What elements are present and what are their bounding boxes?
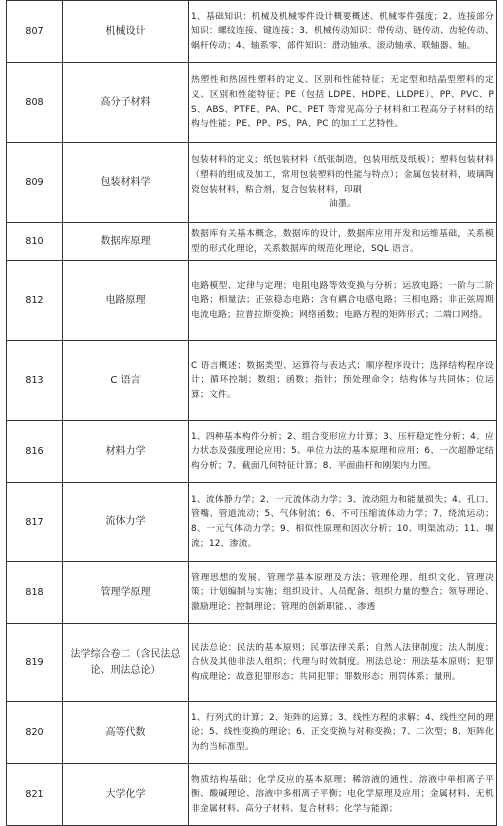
table-row	[7, 421, 497, 483]
course-description: 管理思想的发展、管理学基本原理及方法；管理伦理、组织文化、管理决策；计划编制与实施；组织设计、人员配备、组织力量的整合；领导理论、激励理论；控制理论；管理的创新职能、、渗透	[189, 562, 497, 624]
course-code: 808	[7, 63, 63, 143]
course-name: 电路原理	[63, 261, 189, 341]
course-description: 热塑性和热固性塑料的定义、区别和性能特征；无定型和结晶型塑料的定义、区别和性能特征；PE（包括 LDPE、HDPE、LLDPE）、PP、PVC、PS、ABS、PTFE、PA、PC、PET 等常见高分子材料和工程高分子材料的结构与性能；PE、PP、PS、PA、PC 的加工工艺特性。	[189, 63, 497, 143]
course-name: 高等代数	[63, 702, 189, 764]
course-description	[189, 143, 497, 223]
table-row	[7, 764, 497, 826]
course-name: 数据库原理	[63, 223, 189, 261]
course-description: 1、流体静力学；2、一元流体动力学；3、流动阻力和能量损失；4、孔口、管嘴、管道流动；5、气体射流；6、不可压缩流体动力学；7、绕流运动；8、一元气体动力学；9、相似性原理和因次分析；10、明渠流动；11、堰流；12、渗流。	[189, 483, 497, 562]
course-code: 810	[7, 223, 63, 261]
table-row	[7, 1, 497, 63]
table-row	[7, 261, 497, 341]
course-description: 民法总论：民法的基本原则；民事法律关系；自然人法律制度；法人制度；合伙及其他非法人组织；代理与时效制度。刑法总论：刑法基本原则；犯罪构成理论；故意犯罪形态；共同犯罪；罪数形态；刑罚体系；量刑。	[189, 624, 497, 702]
course-description-text: 包装材料的定义；纸包装材料（纸张制造，包装用纸及纸板）；塑料包装材料（塑料的组成及加工，常用包装塑料的性能与特点）；金属包装材料，玻璃陶瓷包装材料，粘合剂，复合包装材料，印刷	[191, 155, 494, 195]
course-code: 821	[7, 764, 63, 826]
course-description: 1、行列式的计算；2、矩阵的运算；3、线性方程的求解；4、线性空间的理论；5、线性变换的理论；6、正交变换与对称变换；7、二次型；8、矩阵化为约当标准型。	[189, 702, 497, 764]
course-code: 812	[7, 261, 63, 341]
course-description-tail: 油墨。	[329, 199, 356, 210]
table-row	[7, 63, 497, 143]
table-row	[7, 702, 497, 764]
course-code: 819	[7, 624, 63, 702]
course-code: 816	[7, 421, 63, 483]
table-row	[7, 143, 497, 223]
course-name: 大学化学	[63, 764, 189, 826]
course-name: C 语言	[63, 341, 189, 421]
course-name: 流体力学	[63, 483, 189, 562]
course-description: 数据库有关基本概念，数据库的设计，数据库应用开发和运维基础，关系模型的形式化理论，关系数据库的规范化理论，SQL 语言。	[189, 223, 497, 261]
course-description: 1、基础知识：机械及机械零件设计概要概述、机械零件强度；2、连接部分知识：螺纹连接、键连接；3、机械传动知识：带传动、链传动、齿轮传动、蜗杆传动；4、轴系零、部件知识：滑动轴承、滚动轴承、联轴器、轴。	[189, 1, 497, 63]
course-description: 电路模型、定律与定理；电阻电路等效变换与分析；运放电路；一阶与二阶电路；相量法；正弦稳态电路；含有耦合电感电路；三相电路；非正弦周期电流电路；拉普拉斯变换；网络函数；电路方程的矩阵形式；二端口网络。	[189, 261, 497, 341]
course-description: 物质结构基础；化学反应的基本原理；稀溶液的通性、溶液中单相离子平衡、酸碱理论、溶液中多相离子平衡；电化学原理及应用；金属材料、无机非金属材料、高分子材料、复合材料；化学与能源；	[189, 764, 497, 826]
table-body	[7, 1, 497, 826]
course-name: 管理学原理	[63, 562, 189, 624]
course-code: 813	[7, 341, 63, 421]
table-row	[7, 341, 497, 421]
course-name: 机械设计	[63, 1, 189, 63]
table-row	[7, 624, 497, 702]
course-table-wrapper	[6, 0, 496, 826]
course-code: 817	[7, 483, 63, 562]
course-name: 材料力学	[63, 421, 189, 483]
course-name: 包装材料学	[63, 143, 189, 223]
table-row	[7, 223, 497, 261]
course-description: 1、四种基本构件分析；2、组合变形应力计算；3、压杆稳定性分析；4、应力状态及强度理论应用；5、单位力法的基本原理和应用；6、一次超静定结构分析；7、截面几何特征计算；8、平面曲杆和刚架内力图。	[189, 421, 497, 483]
course-table	[6, 0, 497, 826]
course-code: 809	[7, 143, 63, 223]
table-row	[7, 562, 497, 624]
course-code: 818	[7, 562, 63, 624]
table-row	[7, 483, 497, 562]
course-name: 高分子材料	[63, 63, 189, 143]
course-description: C 语言概述；数据类型、运算符与表达式；顺序程序设计；选择结构程序设计；循环控制；数组；函数；指针；预处理命令；结构体与共同体；位运算；文件。	[189, 341, 497, 421]
course-code: 807	[7, 1, 63, 63]
course-code: 820	[7, 702, 63, 764]
course-name: 法学综合卷二（含民法总论、刑法总论）	[63, 624, 189, 702]
